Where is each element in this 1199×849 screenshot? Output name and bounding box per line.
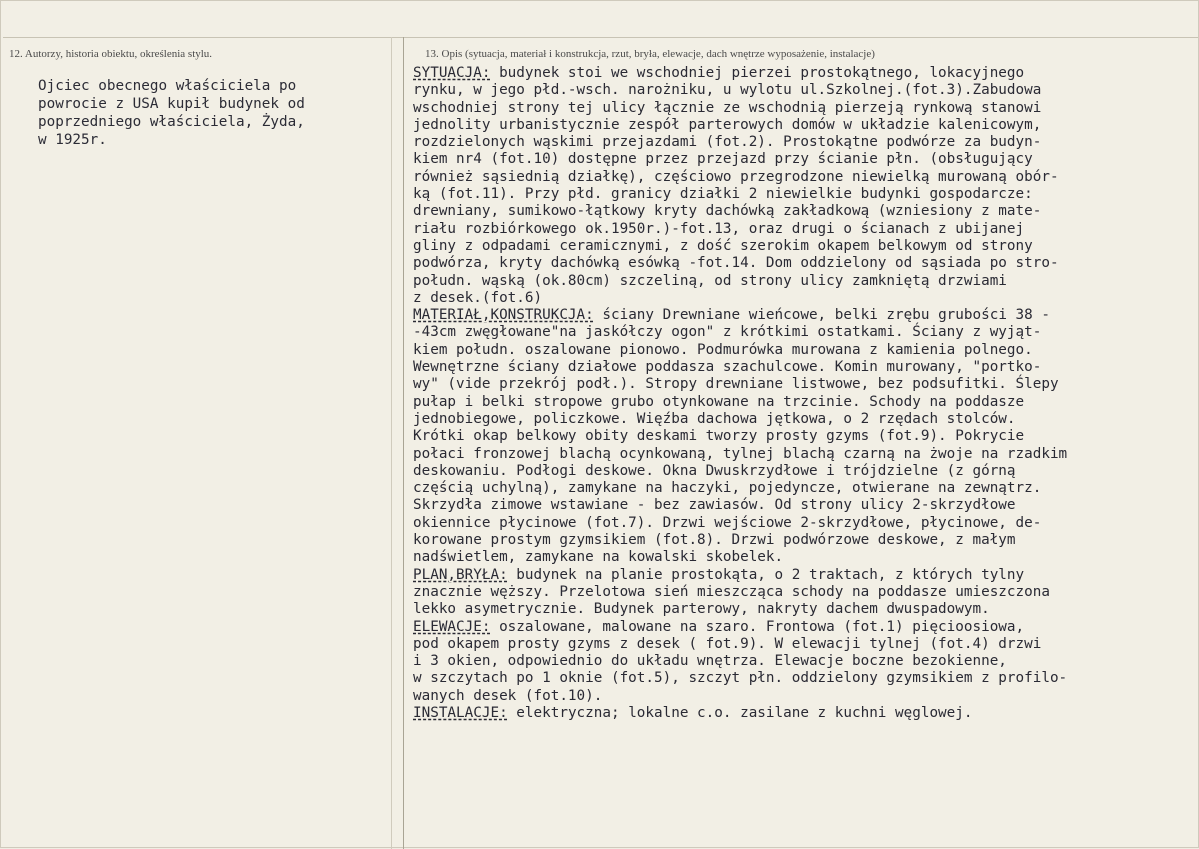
text-line: gliny z odpadami ceramicznymi, z dość szerokim okapem belkowym od strony xyxy=(413,237,1033,254)
text-line: w szczytach po 1 oknie (fot.5), szczyt płn. oddzielony gzymsikiem z profilo- xyxy=(413,670,1068,687)
field-13-header: 13. Opis (sytuacja, materiał i konstrukcja, rzut, bryła, elewacje, dach wnętrze wyposażenie, instalacje) xyxy=(425,48,875,60)
section-first-line xyxy=(413,705,1198,722)
section-first-line xyxy=(413,307,1198,324)
section-sytuacja xyxy=(413,65,1198,307)
top-rule xyxy=(3,37,1198,38)
column-divider-dark xyxy=(403,37,404,849)
section-first-line-text: budynek stoi we wschodniej pierzei prostokątnego, lokacyjnego xyxy=(490,65,1025,81)
text-line: wschodniej strony tej ulicy łącznie ze wschodnią pierzeją rynkową stanowi xyxy=(413,99,1042,116)
section-heading: SYTUACJA: xyxy=(413,65,491,81)
text-line: -43cm zwęgłowane"na jaskółczy ogon" z krótkimi ostatkami. Ściany z wyjąt- xyxy=(413,324,1042,341)
text-line: wy" (vide przekrój podł.). Stropy drewniane listwowe, bez podsufitki. Ślepy xyxy=(413,376,1059,393)
section-heading: PLAN,BRYŁA: xyxy=(413,566,508,583)
text-line: Wewnętrzne ściany działowe poddasza szachulcowe. Komin murowany, "portko- xyxy=(413,359,1042,376)
text-line: i 3 okien, odpowiednio do układu wnętrza. Elewacje boczne bezokienne, xyxy=(413,653,1007,670)
text-line: z desek.(fot.6) xyxy=(413,289,543,306)
section-plan-bryla xyxy=(413,567,1198,619)
section-first-line xyxy=(413,619,1198,636)
text-line: wanych desek (fot.10). xyxy=(413,687,603,704)
text-line: kiem nr4 (fot.10) dostępne przez przejazd przy ścianie płn. (obsługujący xyxy=(413,151,1033,168)
section-first-line-text: elektryczna; lokalne c.o. zasilane z kuchni węglowej. xyxy=(507,704,973,721)
text-line: pułap i belki stropowe grubo otynkowane na trzcinie. Schody na poddasze xyxy=(413,393,1025,410)
description-text xyxy=(413,65,1198,722)
field-12-header: 12. Autorzy, historia obiektu, określenia stylu. xyxy=(9,48,213,60)
text-line: jednolity urbanistycznie zespół parterowych domów w układzie kalenicowym, xyxy=(413,116,1042,133)
section-heading: MATERIAŁ,KONSTRUKCJA: xyxy=(413,307,594,324)
text-line: okiennice płycinowe (fot.7). Drzwi wejściowe 2-skrzydłowe, płycinowe, de- xyxy=(413,514,1042,531)
text-line: jednobiegowe, policzkowe. Więźba dachowa jętkowa, o 2 rzędach stolców. xyxy=(413,410,1016,427)
section-material-konstrukcja xyxy=(413,307,1198,566)
text-line: podwórza, kryty dachówką esówką -fot.14. Dom oddzielony od sąsiada po stro- xyxy=(413,255,1059,272)
section-heading: INSTALACJE: xyxy=(413,704,508,721)
text-line: lekko asymetrycznie. Budynek parterowy, nakryty dachem dwuspadowym. xyxy=(413,601,990,618)
text-line: rozdzielonych wąskimi przejazdami (fot.2). Prostokątne podwórze za budyn- xyxy=(413,134,1042,151)
text-line: korowane prostym gzymsikiem (fot.8). Drzwi podwórzowe deskowe, z małym xyxy=(413,532,1016,549)
section-elewacje xyxy=(413,619,1198,705)
section-first-line xyxy=(413,567,1198,584)
text-line: pod okapem prosty gzyms z desek ( fot.9). W elewacji tylnej (fot.4) drzwi xyxy=(413,635,1042,652)
section-first-line xyxy=(413,65,1198,82)
section-first-line-text: ściany Drewniane wieńcowe, belki zrębu grubości 38 - xyxy=(593,307,1050,324)
section-first-line-text: budynek na planie prostokąta, o 2 traktach, z których tylny xyxy=(507,566,1025,583)
text-line: częścią uchylną), zamykane na haczyki, pojedyncze, otwierane na zewnątrz. xyxy=(413,480,1042,497)
column-divider xyxy=(391,37,392,849)
text-line: również sąsiednią działkę), częściowo przegrodzone niewielką murowaną obór- xyxy=(413,168,1059,185)
text-line: znacznie węższy. Przelotowa sień mieszcząca schody na poddasze umieszczona xyxy=(413,583,1050,600)
history-text: Ojciec obecnego właściciela po powrocie z USA kupił budynek od poprzedniego właściciela, Żyda, w 1925r. xyxy=(38,78,305,148)
text-line: Skrzydła zimowe wstawiane - bez zawiasów. Od strony ulicy 2-skrzydłowe xyxy=(413,497,1016,514)
text-line: Krótki okap belkowy obity deskami tworzy prosty gzyms (fot.9). Pokrycie xyxy=(413,428,1025,445)
section-heading: ELEWACJE: xyxy=(413,618,491,635)
text-line: kiem połudn. oszalowane pionowo. Podmurówka murowana z kamienia polnego. xyxy=(413,341,1033,358)
text-line: rynku, w jego płd.-wsch. narożniku, u wylotu ul.Szkolnej.(fot.3).Zabudowa xyxy=(413,82,1042,99)
text-line: połudn. wąską (ok.80cm) szczeliną, od strony ulicy zamkniętą drzwiami xyxy=(413,272,1007,289)
text-line: nadświetlem, zamykane na kowalski skobelek. xyxy=(413,549,784,566)
text-line: ką (fot.11). Przy płd. granicy działki 2 niewielkie budynki gospodarcze: xyxy=(413,186,1033,203)
text-line: deskowaniu. Podłogi deskowe. Okna Dwuskrzydłowe i trójdzielne (z górną xyxy=(413,462,1016,479)
text-line: drewniany, sumikowo-łątkowy kryty dachówką zakładkową (wzniesiony z mate- xyxy=(413,203,1042,220)
section-instalacje xyxy=(413,705,1198,722)
text-line: riału rozbiórkowego ok.1950r.)-fot.13, oraz drugi o ścianach z ubijanej xyxy=(413,220,1025,237)
text-line: połaci fronzowej blachą ocynkowaną, tylnej blachą czarną na żwoje na rzadkim xyxy=(413,445,1068,462)
section-first-line-text: oszalowane, malowane na szaro. Frontowa (fot.1) pięcioosiowa, xyxy=(490,618,1025,635)
